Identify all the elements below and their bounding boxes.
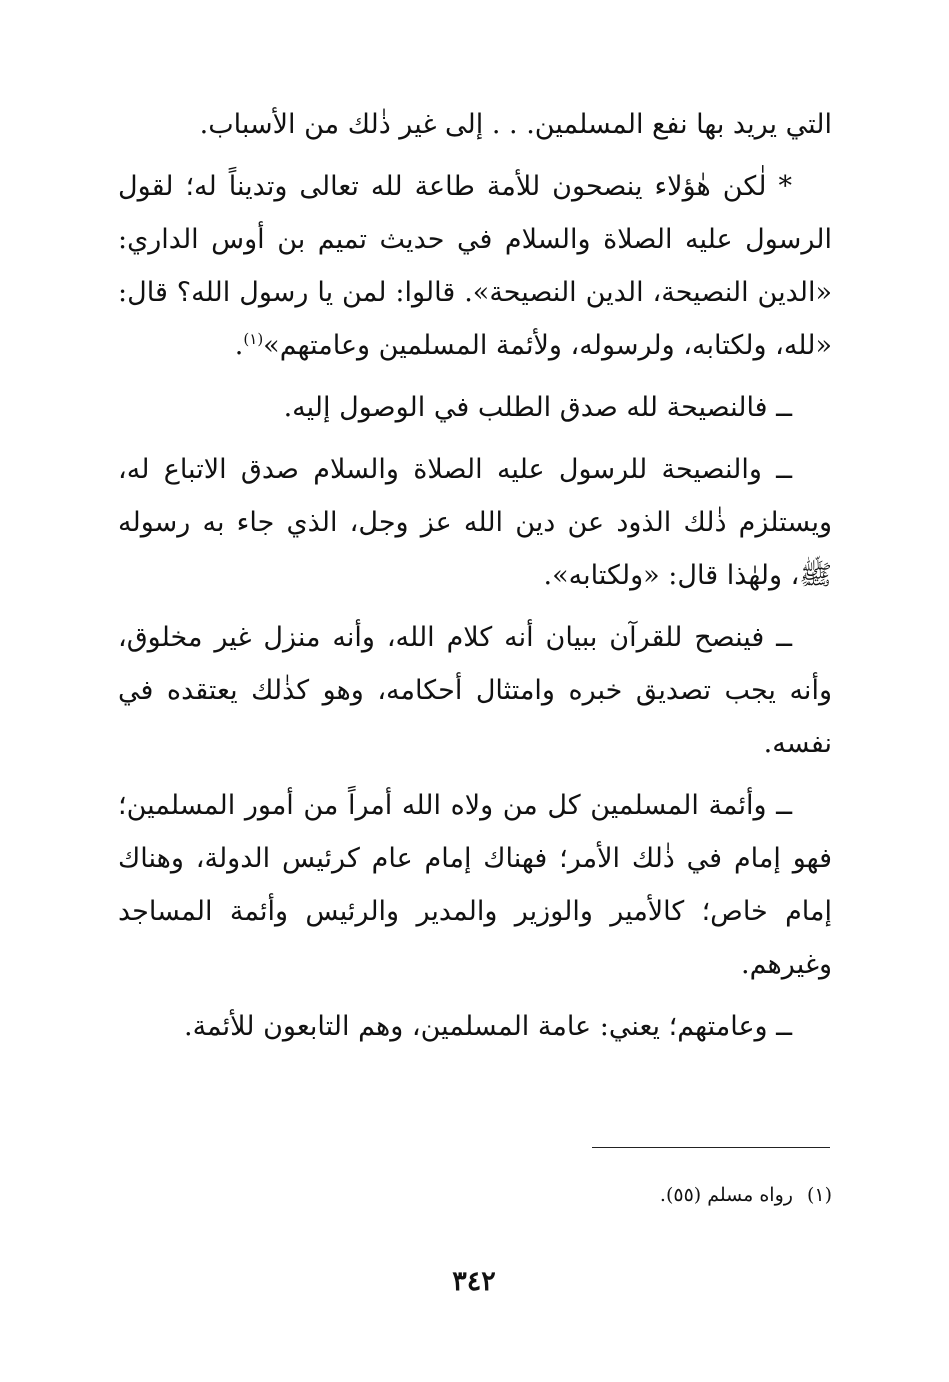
footnote-divider	[592, 1147, 830, 1148]
paragraph-4: ــ والنصيحة للرسول عليه الصلاة والسلام صدق الاتباع له، ويستلزم ذٰلك الذود عن دين الله عز وجل، الذي جاء به رسوله ﷺ، ولهٰذا قال: «ولكتابه».	[118, 454, 832, 591]
paragraph-3: ــ فالنصيحة لله صدق الطلب في الوصول إليه.	[283, 392, 792, 423]
paragraph-2-end: .	[234, 330, 244, 361]
paragraph-1: التي يريد بها نفع المسلمين. . . إلى غير ذٰلك من الأسباب.	[199, 109, 832, 140]
footnote-reference[interactable]: (١)	[243, 330, 264, 348]
paragraph-2	[118, 160, 832, 372]
footnote-number: (١)	[806, 1184, 832, 1206]
paragraph-5: ــ فينصح للقرآن ببيان أنه كلام الله، وأنه منزل غير مخلوق، وأنه يجب تصديق خبره وامتثال أحكامه، وهو كذٰلك يعتقده في نفسه.	[118, 622, 832, 759]
paragraph-2-text: * لٰكن هٰؤلاء ينصحون للأمة طاعة لله تعالى وتديناً له؛ لقول الرسول عليه الصلاة والسلام في حديث تميم بن أوس الداري: «الدين النصيحة، الدين النصيحة». قالوا: لمن يا رسول الله؟ قال: «لله، ولكتابه، ولرسوله، ولأئمة المسلمين وعامتهم»	[118, 171, 832, 361]
page-number: ٣٤٢	[452, 1266, 496, 1297]
footnote	[500, 1180, 832, 1210]
paragraph-7: ــ وعامتهم؛ يعني: عامة المسلمين، وهم التابعون للأئمة.	[183, 1011, 792, 1042]
footnote-text: رواه مسلم (٥٥).	[659, 1184, 793, 1206]
main-text	[118, 98, 832, 1062]
paragraph-6: ــ وأئمة المسلمين كل من ولاه الله أمراً من أمور المسلمين؛ فهو إمام في ذٰلك الأمر؛ فهناك إمام عام كرئيس الدولة، وهناك إمام خاص؛ كالأمير والوزير والمدير والرئيس وأئمة المساجد وغيرهم.	[118, 790, 832, 980]
